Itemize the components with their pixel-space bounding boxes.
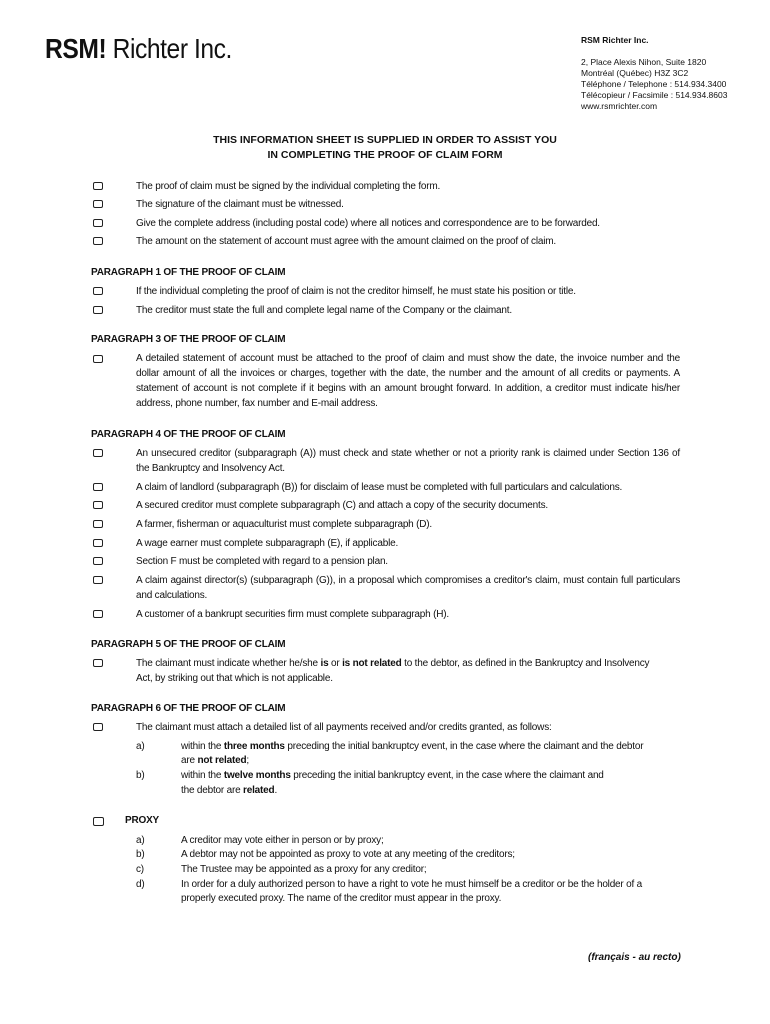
- sub-item: In order for a duly authorized person to have a right to vote he must himself be a creditor or be the holder of a: [181, 879, 643, 890]
- list-item: A customer of a bankrupt securities firm must complete subparagraph (H).: [136, 609, 449, 620]
- checkbox[interactable]: [93, 483, 103, 491]
- list-item: A farmer, fisherman or aquaculturist must complete subparagraph (D).: [136, 519, 432, 530]
- section-heading: PARAGRAPH 3 OF THE PROOF OF CLAIM: [91, 334, 286, 345]
- list-item: The creditor must state the full and complete legal name of the Company or the claimant.: [136, 305, 512, 316]
- sub-item-continued: the debtor are related.: [181, 785, 278, 796]
- list-item-continued: Act, by striking out that which is not applicable.: [136, 673, 333, 684]
- checkbox[interactable]: [93, 539, 103, 547]
- sub-item-label: a): [136, 741, 145, 752]
- list-item: If the individual completing the proof of claim is not the creditor himself, he must state his position or title.: [136, 286, 576, 297]
- checkbox[interactable]: [93, 182, 103, 190]
- section-heading: PARAGRAPH 5 OF THE PROOF OF CLAIM: [91, 639, 286, 650]
- company-logo: RSM! Richter Inc.: [45, 33, 232, 64]
- sub-item: within the three months preceding the initial bankruptcy event, in the case where the claimant and the debtor: [181, 741, 644, 752]
- checkbox[interactable]: [93, 200, 103, 208]
- address-city: Montréal (Québec) H3Z 3C2: [581, 68, 689, 78]
- checkbox[interactable]: [93, 501, 103, 509]
- list-item: The claimant must attach a detailed list of all payments received and/or credits granted, as follows:: [136, 722, 552, 733]
- sub-item: A debtor may not be appointed as proxy to vote at any meeting of the creditors;: [181, 849, 515, 860]
- list-item: The proof of claim must be signed by the individual completing the form.: [136, 181, 441, 192]
- sub-item-continued: are not related;: [181, 755, 249, 766]
- checkbox[interactable]: [93, 219, 103, 227]
- checkbox[interactable]: [93, 449, 103, 457]
- list-item: A wage earner must complete subparagraph (E), if applicable.: [136, 538, 399, 549]
- checkbox[interactable]: [93, 306, 103, 314]
- sub-item-label: b): [136, 849, 145, 860]
- checkbox[interactable]: [93, 287, 103, 295]
- company-name: RSM Richter Inc.: [581, 35, 649, 45]
- checkbox[interactable]: [93, 576, 103, 584]
- list-item: The amount on the statement of account must agree with the amount claimed on the proof of claim.: [136, 236, 556, 247]
- list-item: A secured creditor must complete subparagraph (C) and attach a copy of the security documents.: [136, 500, 548, 511]
- list-item: The signature of the claimant must be witnessed.: [136, 199, 344, 210]
- facsimile: Télécopieur / Facsimile : 514.934.8603: [581, 90, 728, 100]
- list-item: A detailed statement of account must be attached to the proof of claim and must show the date, the invoice number and the dollar amount of all the invoices or charges, together with the date, the number and the amount of all credits or payments. A statement of account is not complete if it begins with an amount brought forward. In addition, a creditor must indicate his/her address, phone number, fax number and E-mail address.: [136, 353, 680, 409]
- list-item: A claim against director(s) (subparagraph (G)), in a proposal which compromises a creditor's claim, must contain full particulars and calculations.: [136, 575, 680, 601]
- checkbox[interactable]: [93, 520, 103, 528]
- list-item: Give the complete address (including postal code) where all notices and correspondence are to be forwarded.: [136, 218, 600, 229]
- list-item: Section F must be completed with regard to a pension plan.: [136, 556, 388, 567]
- sub-item: A creditor may vote either in person or by proxy;: [181, 835, 384, 846]
- checkbox[interactable]: [93, 355, 103, 363]
- checkbox[interactable]: [93, 557, 103, 565]
- sub-item-continued: properly executed proxy. The name of the creditor must appear in the proxy.: [181, 893, 502, 904]
- section-heading: PROXY: [125, 815, 160, 826]
- checkbox[interactable]: [93, 237, 103, 245]
- sub-item-label: b): [136, 770, 145, 781]
- section-heading: PARAGRAPH 6 OF THE PROOF OF CLAIM: [91, 703, 286, 714]
- address-line: 2, Place Alexis Nihon, Suite 1820: [581, 57, 707, 67]
- footer-note: (français - au recto): [588, 952, 681, 963]
- sub-item: within the twelve months preceding the initial bankruptcy event, in the case where the claimant and: [181, 770, 604, 781]
- list-item: A claim of landlord (subparagraph (B)) for disclaim of lease must be completed with full particulars and calculations.: [136, 482, 623, 493]
- checkbox[interactable]: [93, 610, 103, 618]
- list-item: An unsecured creditor (subparagraph (A)) must check and state whether or not a priority rank is claimed under Section 136 of the Bankruptcy and Insolvency Act.: [136, 448, 680, 474]
- checkbox[interactable]: [93, 817, 104, 826]
- sub-item-label: c): [136, 864, 144, 875]
- checkbox[interactable]: [93, 723, 103, 731]
- company-address-block: [581, 35, 727, 112]
- section-heading: PARAGRAPH 1 OF THE PROOF OF CLAIM: [91, 267, 286, 278]
- sub-item: The Trustee may be appointed as a proxy for any creditor;: [181, 864, 427, 875]
- section-heading: PARAGRAPH 4 OF THE PROOF OF CLAIM: [91, 429, 286, 440]
- list-item: The claimant must indicate whether he/she is or is not related to the debtor, as defined in the Bankruptcy and Insolvency: [136, 658, 650, 669]
- telephone: Téléphone / Telephone : 514.934.3400: [581, 79, 727, 89]
- checkbox[interactable]: [93, 659, 103, 667]
- document-title: THIS INFORMATION SHEET IS SUPPLIED IN ORDER TO ASSIST YOU IN COMPLETING THE PROOF OF CLAIM FORM: [213, 134, 557, 161]
- website: www.rsmrichter.com: [581, 101, 658, 111]
- sub-item-label: d): [136, 879, 145, 890]
- sub-item-label: a): [136, 835, 145, 846]
